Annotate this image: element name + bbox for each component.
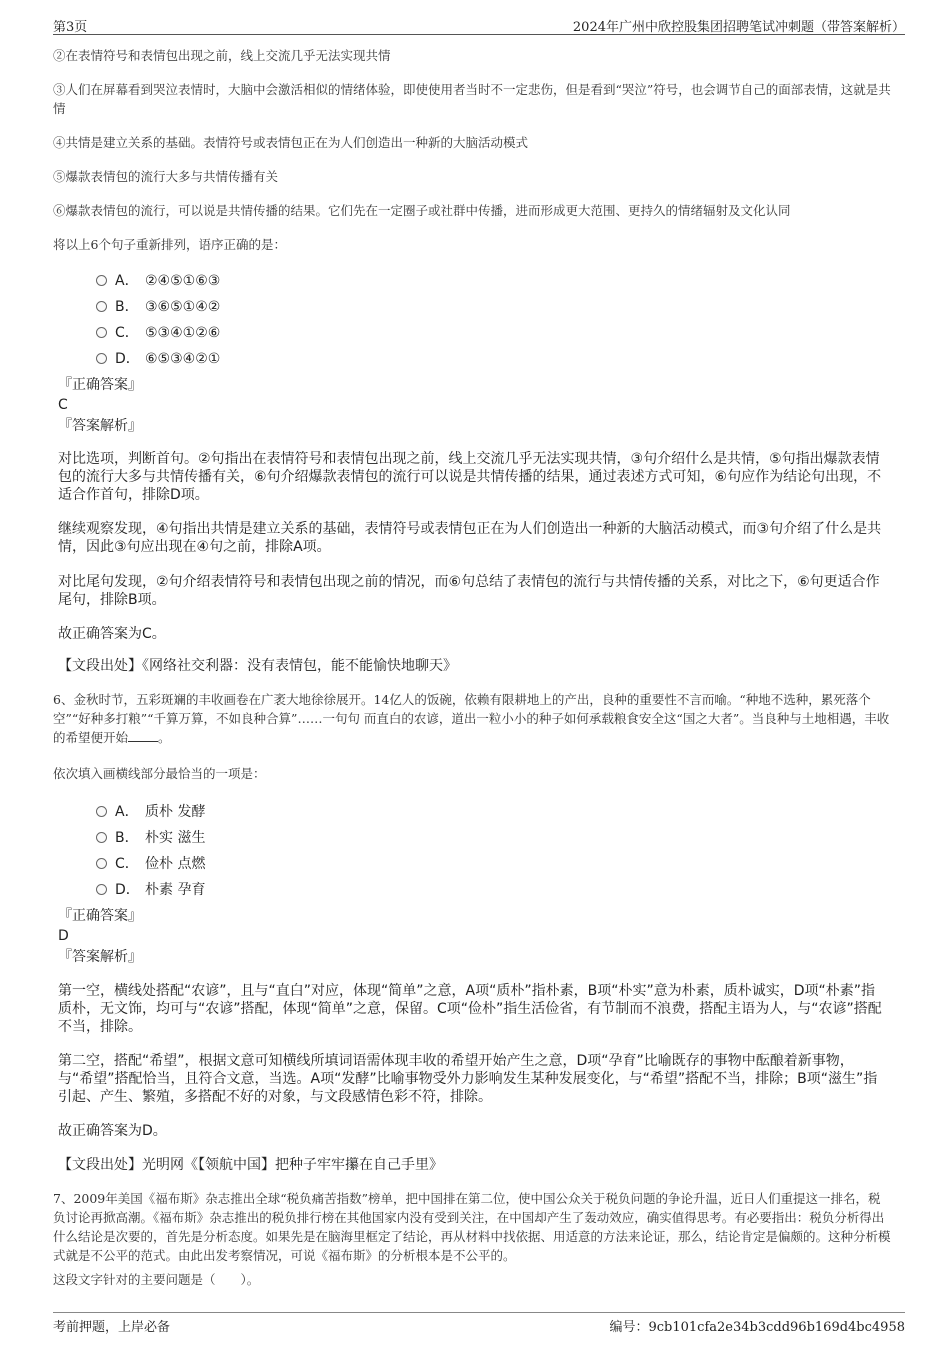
page-number: 第3页 [53, 20, 88, 35]
document-code: 编号：9cb101cfa2e34b3cdd96b169d4bc4958 [609, 1320, 905, 1335]
answer-value: D [58, 928, 69, 944]
q5-option-d[interactable]: D． ⑥⑤③④②① [96, 350, 220, 368]
q6-option-c[interactable]: C． 俭朴 点燃 [96, 855, 205, 873]
radio-icon[interactable] [96, 858, 107, 869]
analysis-paragraph: 对比尾句发现，②句介绍表情符号和表情包出现之前的情况，而⑥句总结了表情包的流行与共情传播的关系，对比之下，⑥句更适合作尾句，排除B项。 [58, 574, 880, 608]
page-header [53, 14, 905, 35]
answer-value: C [58, 397, 68, 413]
q6-option-a[interactable]: A． 质朴 发酵 [96, 803, 205, 821]
question-prompt: 将以上6个句子重新排列，语序正确的是： [53, 237, 286, 252]
analysis-paragraph: 对比选项，判断首句。②句指出在表情符号和表情包出现之前，线上交流几乎无法实现共情，③句介绍什么是共情，⑤句指出爆款表情包的流行大多与共情传播有关，⑥句介绍爆款表情包的流行可以说是共情传播的结果，通过表述方式可知，⑥句应作为结论句出现，不适合作首句，排除D项。 [58, 451, 882, 503]
q5-option-c[interactable]: C． ⑤③④①②⑥ [96, 324, 220, 342]
radio-icon[interactable] [96, 832, 107, 843]
page-footer [53, 1312, 905, 1333]
question-stem: 7、2009年美国《福布斯》杂志推出全球“税负痛苦指数”榜单，把中国排在第二位，使中国公众关于税负问题的争论升温，近日人们重提这一排名，税负讨论再掀高潮。《福布斯》杂志推出的税负排行榜在其他国家内没有受到关注，在中国却产生了轰动效应，确实值得思考。有必要指出：税负分析得出什么结论是次要的，首先是分析态度。如果先是在脑海里框定了结论，再从材料中找依据、用适意的方法来论证，那么，结论肯定是偏颇的。这种分析模式就是不公平的范式。由此出发考察情况，可说《福布斯》的分析根本是不公平的。 [53, 1191, 891, 1263]
sentence-6: ⑥爆款表情包的流行，可以说是共情传播的结果。它们先在一定圈子或社群中传播，进而形成更大范围、更持久的情绪辐射及文化认同 [53, 203, 791, 218]
analysis-paragraph: 继续观察发现，④句指出共情是建立关系的基础，表情符号或表情包正在为人们创造出一种新的大脑活动模式，而③句介绍了什么是共情，因此③句应出现在④句之前，排除A项。 [58, 521, 882, 555]
sentence-2: ②在表情符号和表情包出现之前，线上交流几乎无法实现共情 [53, 48, 391, 63]
sentence-4: ④共情是建立关系的基础。表情符号或表情包正在为人们创造出一种新的大脑活动模式 [53, 135, 529, 150]
question-prompt: 这段文字针对的主要问题是（ ）。 [53, 1272, 260, 1287]
radio-icon[interactable] [96, 884, 107, 895]
q5-option-a[interactable]: A． ②④⑤①⑥③ [96, 272, 220, 290]
radio-icon[interactable] [96, 301, 107, 312]
radio-icon[interactable] [96, 327, 107, 338]
q6-option-d[interactable]: D． 朴素 孕育 [96, 881, 205, 899]
document-title: 2024年广州中欣控股集团招聘笔试冲刺题（带答案解析） [572, 20, 905, 35]
answer-label: 『正确答案』 [58, 908, 142, 924]
analysis-paragraph: 第一空，横线处搭配“农谚”，且与“直白”对应，体现“简单”之意，A项“质朴”指朴素，B项“朴实”意为朴素，质朴诚实，D项“朴素”指质朴，无文饰，均可与“农谚”搭配，体现“简单”之意，保留。C项“俭朴”指生活俭省，有节制而不浪费，搭配主语为人，与“农谚”搭配不当，排除。 [58, 983, 882, 1035]
analysis-conclusion: 故正确答案为D。 [58, 1123, 167, 1139]
radio-icon[interactable] [96, 806, 107, 817]
sentence-5: ⑤爆款表情包的流行大多与共情传播有关 [53, 169, 279, 184]
question-stem: 6、金秋时节，五彩斑斓的丰收画卷在广袤大地徐徐展开。14亿人的饭碗，依赖有限耕地上的产出，良种的重要性不言而喻。“种地不选种，累死落个空”“好种多打粮”“千算万算，不如良种合算”……一句句 而直白的农谚，道出一粒小小的种子如何承载粮食安全这“国之大者”。当良种与土地相遇，丰收的希望便开始 。 [53, 692, 890, 745]
sentence-3: ③人们在屏幕看到哭泣表情时，大脑中会激活相似的情绪体验，即使使用者当时不一定悲伤，但是看到“哭泣”符号，也会调节自己的面部表情，这就是共情 [53, 82, 891, 116]
answer-label: 『正确答案』 [58, 377, 142, 393]
source-citation: 【文段出处】光明网《【领航中国】把种子牢牢攥在自己手里》 [58, 1157, 443, 1173]
source-citation: 【文段出处】《网络社交利器：没有表情包，能不能愉快地聊天》 [58, 658, 457, 674]
analysis-label: 『答案解析』 [58, 418, 142, 434]
question-prompt: 依次填入画横线部分最恰当的一项是： [53, 766, 266, 781]
radio-icon[interactable] [96, 275, 107, 286]
analysis-paragraph: 第二空，搭配“希望”，根据文意可知横线所填词语需体现丰收的希望开始产生之意，D项“孕育”比喻既存的事物中酝酿着新事物，与“希望”搭配恰当，且符合文意，当选。A项“发酵”比喻事物受外力影响发生某种发展变化，与“希望”搭配不当，排除；B项“滋生”指引起、产生、繁殖，多搭配不好的对象，与文段感情色彩不符，排除。 [58, 1053, 878, 1105]
analysis-label: 『答案解析』 [58, 949, 142, 965]
analysis-conclusion: 故正确答案为C。 [58, 626, 166, 642]
blank-line [128, 729, 158, 742]
q5-option-b[interactable]: B． ③⑥⑤①④② [96, 298, 220, 316]
radio-icon[interactable] [96, 353, 107, 364]
footer-slogan: 考前押题，上岸必备 [53, 1320, 171, 1335]
q6-option-b[interactable]: B． 朴实 滋生 [96, 829, 205, 847]
